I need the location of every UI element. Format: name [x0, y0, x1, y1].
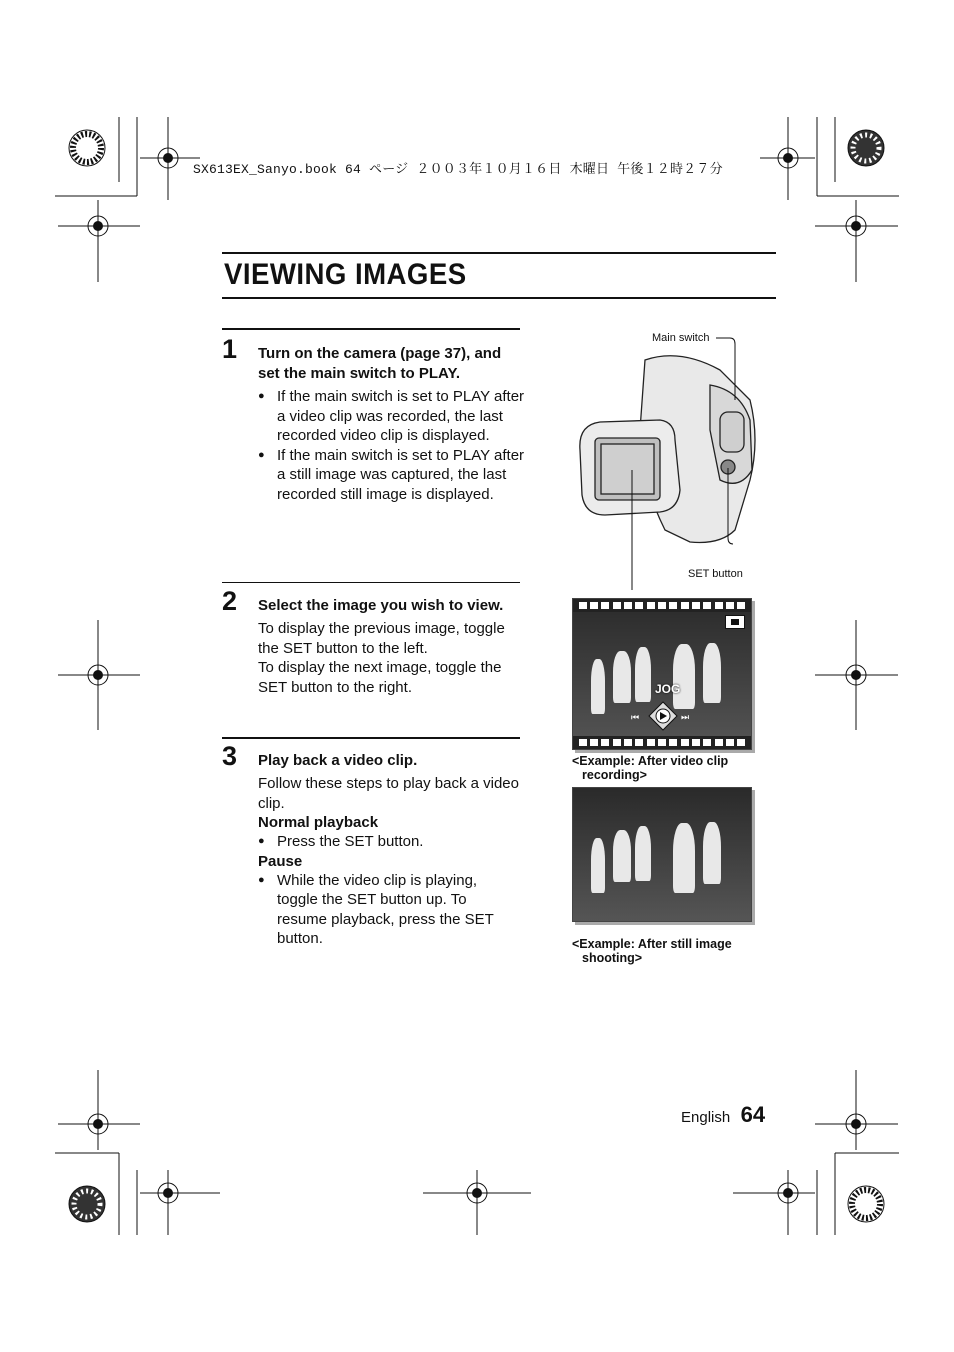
- still-caption: [572, 937, 732, 965]
- step3-content: [258, 751, 520, 949]
- step1-bullet: ● If the main switch is set to PLAY after a video clip was recorded, the last recorded video clip is displayed.: [258, 387, 526, 446]
- pause-bullet: ● While the video clip is playing, toggle the SET button up. To resume playback, press the SET button.: [258, 871, 520, 949]
- film-strip-top: [573, 599, 751, 612]
- step1-number: 1: [222, 334, 238, 364]
- set-button-label: SET button: [688, 568, 743, 580]
- step2-heading: Select the image you wish to view.: [258, 597, 504, 614]
- book-header: SX613EX_Sanyo.book 64 ページ ２００３年１０月１６日 木曜日 午後１２時２７分: [193, 162, 723, 177]
- pause-title: Pause: [258, 852, 303, 870]
- title-rule-top: [222, 252, 776, 254]
- step2-paragraph: To display the next image, toggle the SET button to the right.: [258, 659, 502, 696]
- video-caption: [572, 754, 728, 782]
- still-caption-line1: <Example: After still image: [572, 937, 732, 951]
- step3-intro: Follow these steps to play back a video clip.: [258, 775, 519, 812]
- page-number: 64: [740, 1102, 766, 1127]
- footer-language: English: [681, 1109, 731, 1126]
- step2-rule: [222, 582, 520, 583]
- video-caption-line2: recording>: [582, 768, 647, 782]
- jog-dial-icon: [631, 700, 695, 732]
- step3-rule: [222, 737, 520, 739]
- step3-number: 3: [222, 741, 238, 771]
- title-rule-bottom: [222, 297, 776, 299]
- video-caption-line1: <Example: After video clip: [572, 754, 729, 768]
- jog-label: JOG: [655, 682, 681, 696]
- page-footer: [681, 1102, 765, 1128]
- step1-rule: [222, 328, 520, 330]
- svg-text:⏭: ⏭: [681, 713, 690, 723]
- video-clip-example-image: [572, 598, 752, 750]
- main-switch-label: Main switch: [652, 332, 710, 344]
- step1-content: [258, 344, 526, 504]
- step2-paragraph: To display the previous image, toggle the SET button to the left.: [258, 620, 505, 657]
- page-title: VIEWING IMAGES: [224, 258, 467, 291]
- svg-text:⏮: ⏮: [631, 713, 640, 723]
- step1-bullet: ● If the main switch is set to PLAY after a still image was captured, the last recorded still image is displayed.: [258, 446, 526, 505]
- step2-content: [258, 596, 526, 697]
- camera-illustration: [570, 330, 770, 590]
- video-mode-icon: [725, 615, 745, 629]
- normal-playback-bullet: ● Press the SET button.: [258, 832, 520, 852]
- film-strip-bottom: [573, 736, 751, 749]
- normal-playback-title: Normal playback: [258, 814, 379, 831]
- still-image-example-image: [572, 787, 752, 922]
- step3-heading: Play back a video clip.: [258, 752, 418, 769]
- step1-heading: Turn on the camera (page 37), and set the main switch to PLAY.: [258, 345, 502, 382]
- step2-number: 2: [222, 586, 238, 616]
- still-caption-line2: shooting>: [582, 951, 643, 965]
